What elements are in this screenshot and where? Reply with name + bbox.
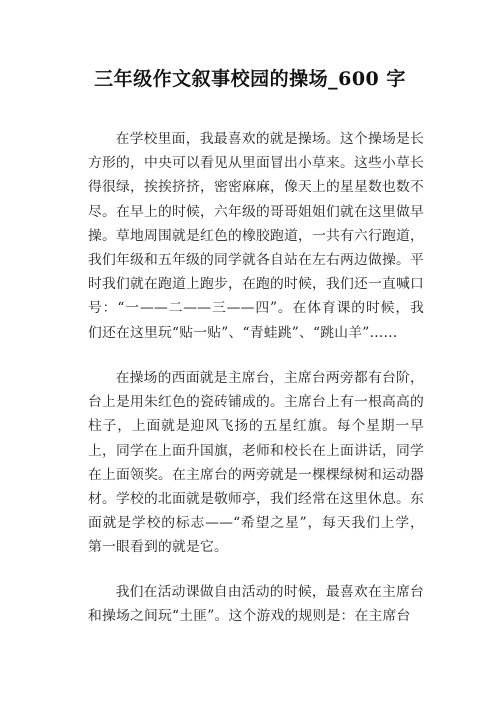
document-title: 三年级作文叙事校园的操场_600 字 xyxy=(94,68,406,90)
paragraph-2: 在操场的西面就是主席台，主席台两旁都有台阶，台上是用朱红色的瓷砖铺成的。主席台上有一根高高的柱子，上面就是迎风飞扬的五星红旗。每个星期一早上，同学在上面升国旗，老师和校长在上面讲话，同学在上面领奖。在主席台的两旁就是一棵棵绿树和运动器材。学校的北面就是敬师亭，我们经常在这里休息。东面就是学校的标志——“希望之星”，每天我们上学，第一眼看到的就是它。 xyxy=(88,370,424,556)
paragraph-3: 我们在活动课做自由活动的时候，最喜欢在主席台和操场之间玩“土匪”。这个游戏的规则是：在主席台 xyxy=(88,584,424,625)
paragraph-1: 在学校里面，我最喜欢的就是操场。这个操场是长方形的，中央可以看见从里面冒出小草来。这些小草长得很绿，挨挨挤挤，密密麻麻，像天上的星星数也数不尽。在早上的时候，六年级的哥哥姐姐们就在这里做早操。草地周围就是红色的橡胶跑道，一共有六行跑道，我们年级和五年级的同学就各自站在左右两边做操。平时我们就在跑道上跑步，在跑的时候，我们还一直喊口号：“一——二——三——四”。在体育课的时候，我们还在这里玩“贴一贴”、“青蛙跳”、“跳山羊”…… xyxy=(88,131,424,341)
